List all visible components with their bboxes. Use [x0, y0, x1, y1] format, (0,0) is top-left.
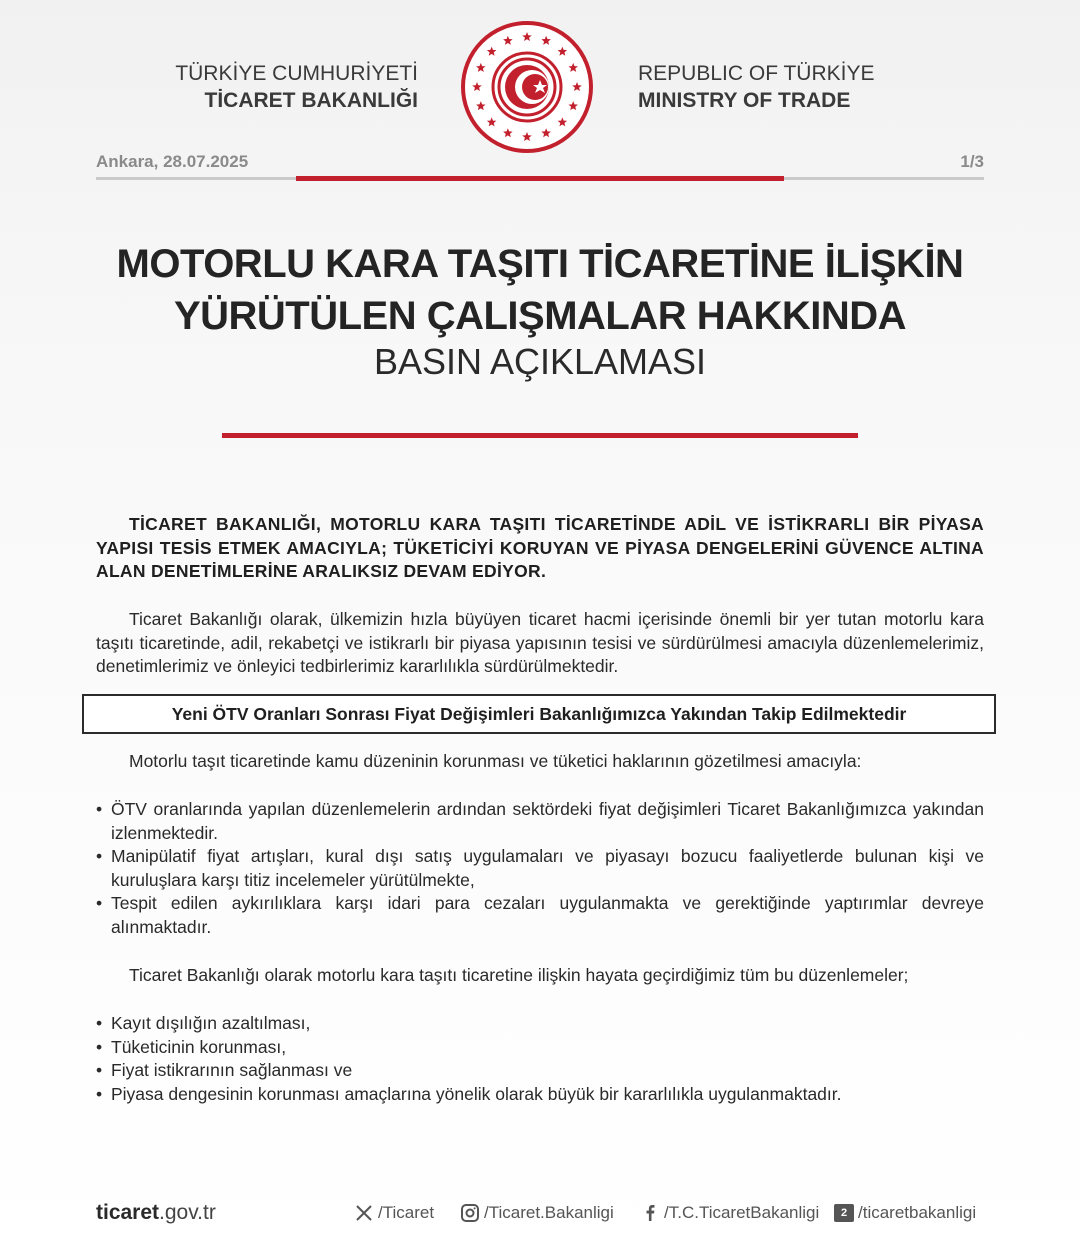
- header-right: [638, 60, 958, 114]
- list-item: • Tespit edilen aykırılıklara karşı idari para cezaları uygulanmakta ve gerektiğinde yaptırımlar devreye alınmaktadır.: [96, 892, 984, 939]
- paragraph-3: Ticaret Bakanlığı olarak motorlu kara taşıtı ticaretine ilişkin hayata geçirdiğimiz tüm bu düzenlemeler;: [129, 965, 909, 985]
- list-item: • ÖTV oranlarında yapılan düzenlemelerin ardından sektördeki fiyat değişimleri Ticaret Bakanlığımızca yakından izlenmektedir.: [96, 798, 984, 845]
- paragraph-1: Ticaret Bakanlığı olarak, ülkemizin hızla büyüyen ticaret hacmi içerisinde önemli bir yer tutan motorlu kara taşıtı ticaretinde, adil, rekabetçi ve istikrarlı bir piyasa yapısının tesisi ve sürdürülmesi amacıyla düzenlemelerimiz, denetimlerimiz ve önleyici tedbirlerimiz kararlılıkla sürdürülmektedir.: [96, 609, 984, 676]
- x-icon: [354, 1203, 374, 1223]
- list-item: • Manipülatif fiyat artışları, kural dışı satış uygulamaları ve piyasayı bozucu faaliyetlerde bulunan kişi ve kuruluşlara karşı titiz incelemeler yürütülmekte,: [96, 845, 984, 892]
- x-link[interactable]: [354, 1203, 434, 1223]
- goals-list: [96, 1012, 984, 1106]
- page-title: [40, 238, 1040, 342]
- boxed-heading: Yeni ÖTV Oranları Sonrası Fiyat Değişimleri Bakanlığımızca Yakından Takip Edilmektedir: [82, 694, 996, 734]
- page-subtitle: BASIN AÇIKLAMASI: [373, 341, 707, 382]
- website-domain-bold: ticaret: [96, 1201, 160, 1224]
- paragraph-2: Motorlu taşıt ticaretinde kamu düzeninin korunması ve tüketici haklarının gözetilmesi amacıyla:: [129, 751, 862, 771]
- list-item: • Tüketicinin korunması,: [96, 1036, 984, 1060]
- title-line1: MOTORLU KARA TAŞITI TİCARETİNE İLİŞKİN: [116, 242, 964, 286]
- instagram-link[interactable]: [460, 1203, 614, 1223]
- title-divider: [222, 433, 858, 438]
- facebook-link[interactable]: [640, 1203, 819, 1223]
- x-handle: /Ticaret: [378, 1203, 435, 1222]
- nsosyal-handle: /ticaretbakanligi: [858, 1203, 977, 1222]
- header-left-line1: TÜRKİYE CUMHURİYETİ: [175, 62, 418, 85]
- list-item: • Piyasa dengesinin korunması amaçlarına yönelik olarak büyük bir kararlılıkla uygulanmaktadır.: [96, 1083, 984, 1107]
- measures-list: [96, 798, 984, 939]
- facebook-icon: [640, 1203, 660, 1223]
- list-item: • Fiyat istikrarının sağlanması ve: [96, 1059, 984, 1083]
- nsosyal-link[interactable]: [834, 1203, 976, 1223]
- header-right-line2: MINISTRY OF TRADE: [638, 89, 851, 112]
- header-left: [120, 60, 418, 114]
- list-item: • Kayıt dışılığın azaltılması,: [96, 1012, 984, 1036]
- instagram-icon: [460, 1203, 480, 1223]
- facebook-handle: /T.C.TicaretBakanligi: [664, 1203, 820, 1222]
- lead-paragraph: TİCARET BAKANLIĞI, MOTORLU KARA TAŞITI TİCARETİNDE ADİL VE İSTİKRARLI BİR PİYASA YAPISI TESİS ETMEK AMACIYLA; TÜKETİCİYİ KORUYAN VE PİYASA DENGELERİNİ GÜVENCE ALTINA ALAN DENETİMLERİNE ARALIKSIZ DEVAM EDİYOR.: [96, 514, 984, 581]
- page-number: 1/3: [960, 152, 984, 171]
- press-date: Ankara, 28.07.2025: [96, 152, 249, 171]
- title-line2: YÜRÜTÜLEN ÇALIŞMALAR HAKKINDA: [173, 294, 907, 338]
- header-right-line1: REPUBLIC OF TÜRKİYE: [638, 62, 875, 85]
- instagram-handle: /Ticaret.Bakanligi: [484, 1203, 614, 1222]
- website-link[interactable]: [96, 1201, 216, 1225]
- website-domain-rest: .gov.tr: [159, 1201, 216, 1224]
- header-left-line2: TİCARET BAKANLIĞI: [204, 89, 418, 112]
- header-divider-accent: [296, 176, 784, 181]
- ministry-emblem-icon: [460, 20, 594, 154]
- nsosyal-icon: 2: [834, 1204, 854, 1222]
